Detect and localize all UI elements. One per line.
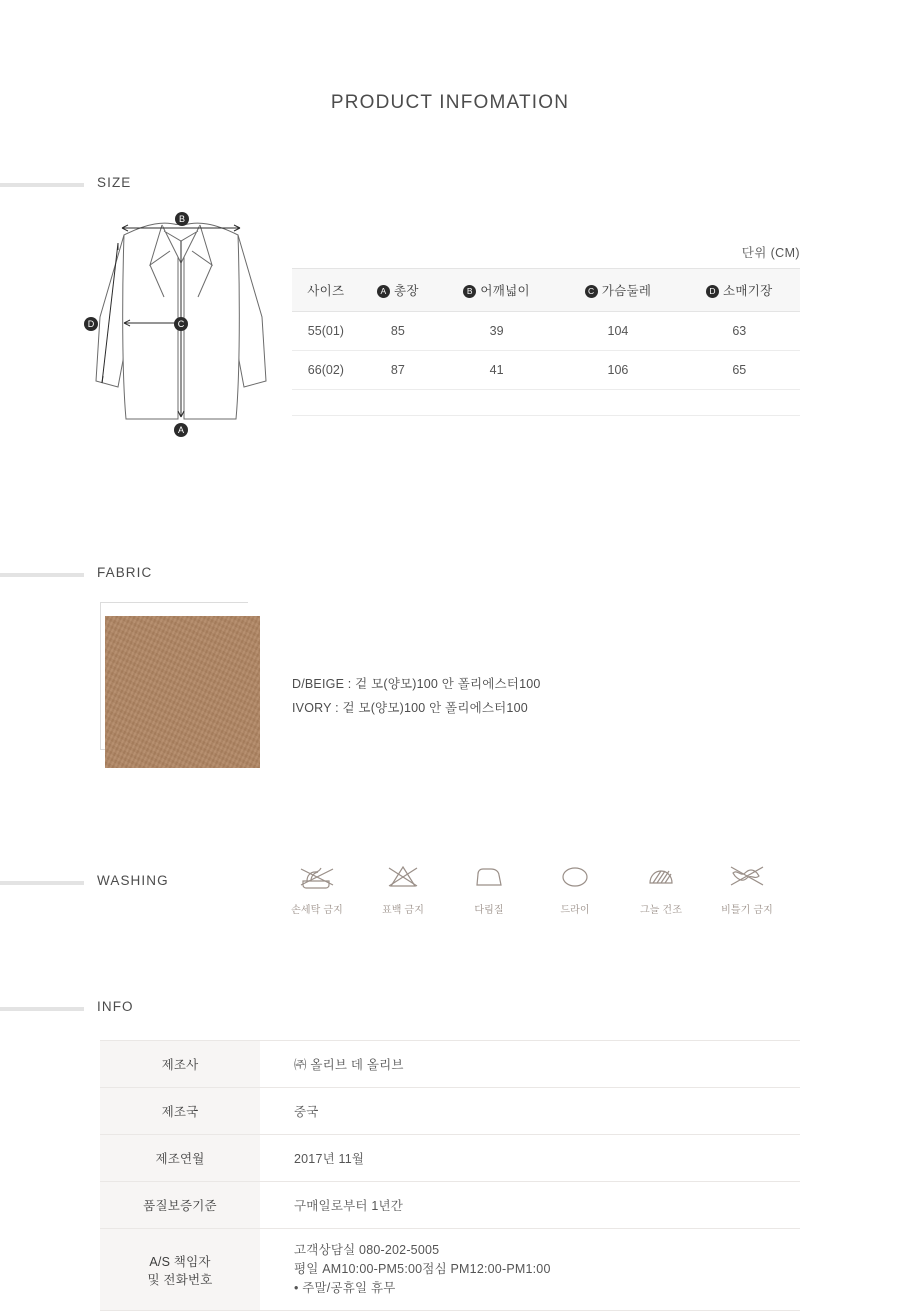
jacket-diagram: [78, 205, 283, 445]
no-wring-icon: [716, 855, 778, 897]
info-row-key: 품질보증기준: [100, 1182, 260, 1229]
size-cell: 87: [360, 351, 436, 390]
page-title: PRODUCT INFOMATION: [330, 92, 570, 113]
section-rule: [0, 183, 84, 187]
size-col-header: [436, 269, 557, 312]
section-label-fabric: FABRIC: [97, 565, 153, 580]
washing-caption: 표백 금지: [382, 905, 424, 916]
size-col-header: [679, 269, 800, 312]
washing-item: [544, 855, 606, 916]
section-label-washing: WASHING: [97, 873, 169, 888]
table-row: [100, 1041, 800, 1088]
washing-caption: 비틀기 금지: [721, 905, 773, 916]
shade-dry-icon: [630, 855, 692, 897]
iron-icon: [458, 855, 520, 897]
washing-item: [716, 855, 778, 916]
size-col-header-label: 소매기장: [723, 284, 773, 298]
washing-caption: 손세탁 금지: [291, 905, 343, 916]
size-cell: 55(01): [292, 312, 360, 351]
size-col-header-label: 어깨넓이: [480, 284, 530, 298]
washing-item: [458, 855, 520, 916]
washing-caption: 그늘 건조: [640, 905, 682, 916]
size-table: [292, 268, 800, 390]
fabric-swatch: [100, 602, 260, 767]
as-note-line: • 주말/공휴일 휴무: [294, 1281, 396, 1295]
size-cell: 85: [360, 312, 436, 351]
section-rule: [0, 881, 84, 885]
marker-d: D: [84, 317, 98, 331]
info-row-key: 제조연월: [100, 1135, 260, 1182]
size-cell: 65: [679, 351, 800, 390]
size-cell: 41: [436, 351, 557, 390]
table-row: [100, 1182, 800, 1229]
size-table-spacer: [292, 377, 800, 416]
section-rule: [0, 573, 84, 577]
size-table-header-row: [292, 269, 800, 312]
badge-d-icon: D: [706, 285, 719, 298]
as-key-line-2: 및 전화번호: [147, 1272, 213, 1287]
size-cell: 63: [679, 312, 800, 351]
as-key-line-1: A/S 책임자: [149, 1254, 211, 1269]
info-table: [100, 1040, 800, 1311]
info-row-value: ㈜ 올리브 데 올리브: [260, 1041, 800, 1088]
table-row: [292, 312, 800, 351]
info-row-value: 중국: [260, 1088, 800, 1135]
badge-c-icon: C: [585, 285, 598, 298]
washing-instructions: [286, 855, 778, 916]
dry-clean-icon: [544, 855, 606, 897]
section-label-size: SIZE: [97, 175, 132, 190]
size-cell: 106: [557, 351, 678, 390]
marker-b: B: [175, 212, 189, 226]
info-row-key-as: [100, 1229, 260, 1311]
info-row-key: 제조국: [100, 1088, 260, 1135]
fabric-composition: [292, 672, 541, 720]
section-header-info: [0, 999, 900, 1017]
fabric-swatch-color: [105, 616, 260, 768]
badge-a-icon: A: [377, 285, 390, 298]
washing-item: [286, 855, 348, 916]
section-header-size: [0, 175, 900, 193]
section-label-info: INFO: [97, 999, 134, 1014]
marker-a: A: [174, 423, 188, 437]
marker-c: C: [174, 317, 188, 331]
fabric-line-2: IVORY : 겉 모(양모)100 안 폴리에스터100: [292, 701, 528, 715]
info-row-value-as: [260, 1229, 800, 1311]
washing-caption: 드라이: [560, 905, 590, 916]
size-col-header: [557, 269, 678, 312]
washing-item: [372, 855, 434, 916]
as-lunch-hours: 점심 PM12:00-PM1:00: [422, 1262, 551, 1276]
badge-b-icon: B: [463, 285, 476, 298]
size-unit-label: 단위 (CM): [741, 246, 800, 260]
hand-wash-prohibited-icon: [286, 855, 348, 897]
info-row-value: 구매일로부터 1년간: [260, 1182, 800, 1229]
size-cell: 39: [436, 312, 557, 351]
fabric-line-1: D/BEIGE : 겉 모(양모)100 안 폴리에스터100: [292, 677, 541, 691]
table-row: [100, 1135, 800, 1182]
table-row-as: [100, 1229, 800, 1311]
size-col-header-label: 가슴둘레: [601, 284, 652, 298]
washing-item: [630, 855, 692, 916]
as-hours-line: [294, 1260, 800, 1279]
size-col-header: [292, 269, 360, 312]
size-cell: 104: [557, 312, 678, 351]
info-row-key: 제조사: [100, 1041, 260, 1088]
no-bleach-icon: [372, 855, 434, 897]
section-header-fabric: [0, 565, 900, 583]
as-weekday-hours: 평일 AM10:00-PM5:00: [294, 1262, 423, 1276]
size-col-header-label: 총장: [393, 284, 419, 298]
info-row-value: 2017년 11월: [260, 1135, 800, 1182]
size-cell: 66(02): [292, 351, 360, 390]
size-col-header: [360, 269, 436, 312]
section-rule: [0, 1007, 84, 1011]
size-col-header-label: 사이즈: [307, 284, 345, 298]
table-row: [100, 1088, 800, 1135]
as-contact-line: 고객상담실 080-202-5005: [294, 1243, 440, 1257]
washing-caption: 다림질: [474, 905, 504, 916]
